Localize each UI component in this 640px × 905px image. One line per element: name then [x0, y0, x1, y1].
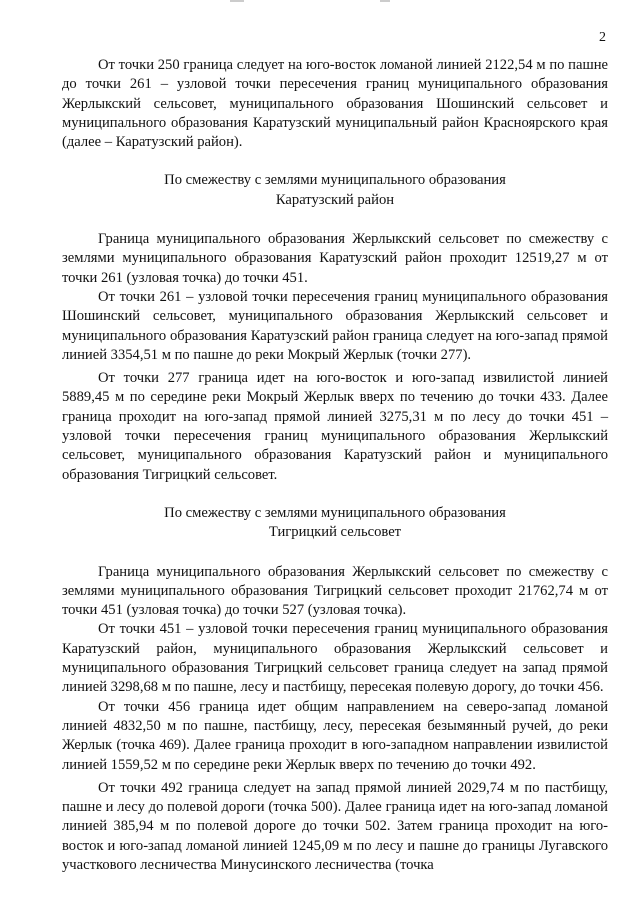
paragraph: Граница муниципального образования Жерлыкский сельсовет по смежеству с землями муниципального образования Тигрицкий сельсовет проходит 21762,74 м от точки 451 (узловая точка) до точки 527 (узловая точка). [62, 563, 608, 619]
paragraph: Граница муниципального образования Жерлыкский сельсовет по смежеству с землями муниципального образования Каратузский район проходит 12519,27 м от точки 261 (узловая точка) до точки 451. [62, 231, 608, 286]
section-heading [62, 504, 608, 543]
scan-artifact [230, 0, 430, 4]
paragraph: От точки 492 граница следует на запад прямой линией 2029,74 м по пастбищу, пашне и лесу до полевой дороги (точка 500). Далее граница идет на юго-запад ломаной линией 385,94 м по полевой дороге до точки 502. Затем граница проходит на юго-восток и юго-запад ломаной линией 1245,09 м по лесу и пашне до границы Лугавского участкового лесничества Минусинского лесничества (точка [62, 779, 608, 873]
section-heading [62, 171, 608, 210]
paragraph: От точки 250 граница следует на юго-восток ломаной линией 2122,54 м по пашне до точки 261 – узловой точки пересечения границ муниципального образования Жерлыкский сельсовет, муниципального образования Шошинский сельсовет и муниципального образования Каратузский муниципальный район Красноярского края (далее – Каратузский район). [62, 57, 608, 151]
paragraph: От точки 451 – узловой точки пересечения границ муниципального образования Каратузский район, муниципального образования Жерлыкский сельсовет и муниципального образования Тигрицкий сельсовет граница следует на запад прямой линией 3298,68 м по пашне, лесу и пастбищу, пересекая полевую дорогу, до точки 456. [62, 621, 608, 696]
paragraph: От точки 456 граница идет общим направлением на северо-запад ломаной линией 4832,50 м по пашне, пастбищу, лесу, пересекая безымянный ручей, до реки Жерлык (точка 469). Далее граница проходит в юго-западном направлении извилистой линией 1559,52 м по середине реки Жерлык вверх по течению до точки 492. [62, 698, 608, 773]
document-body [62, 56, 608, 875]
heading-line: По смежеству с землями муниципального образования [164, 172, 506, 189]
page-number: 2 [599, 30, 606, 45]
paragraph: От точки 277 граница идет на юго-восток и юго-запад извилистой линией 5889,45 м по середине реки Мокрый Жерлык вверх по течению до точки 433. Далее граница проходит на юго-запад прямой линией 3275,31 м по лесу до точки 451 – узловой точки пересечения границ муниципального образования Жерлыкский сельсовет, муниципального образования Каратузский район и муниципального образования Тигрицкий сельсовет. [62, 370, 608, 483]
paragraph: От точки 261 – узловой точки пересечения границ муниципального образования Шошинский сельсовет, муниципального образования Жерлыкский сельсовет и муниципального образования Каратузский район граница следует на юго-запад прямой линией 3354,51 м по пашне до реки Мокрый Жерлык (точки 277). [62, 288, 608, 363]
heading-line: По смежеству с землями муниципального образования [164, 504, 506, 521]
heading-line: Тигрицкий сельсовет [268, 524, 402, 541]
heading-line: Каратузский район [275, 191, 395, 208]
